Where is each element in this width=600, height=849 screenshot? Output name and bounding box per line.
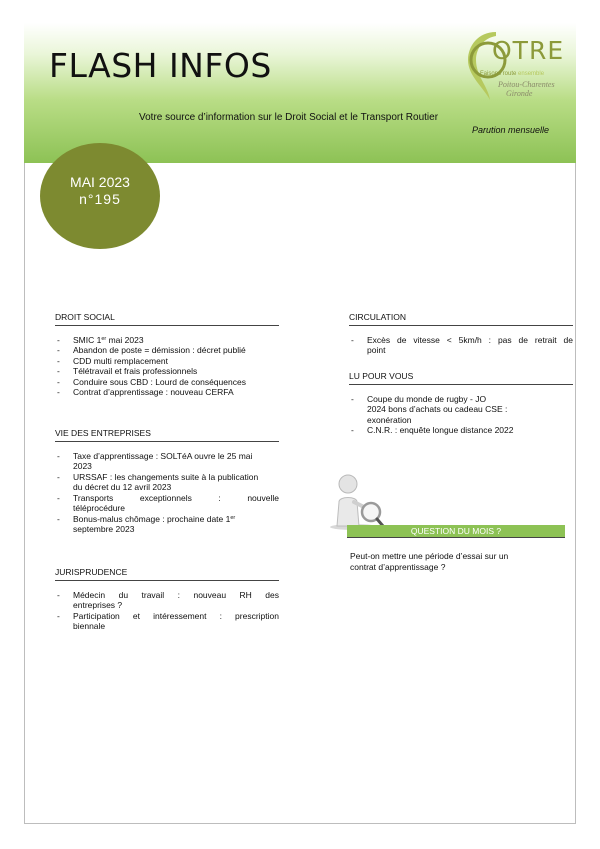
list-item: - C.N.R. : enquête longue distance 2022	[349, 425, 573, 436]
list-item: - Bonus-malus chômage : prochaine date 1er septembre 2023	[55, 514, 279, 535]
list-item: - Participation et intéressement : prescription biennale	[55, 611, 279, 632]
page-title: FLASH INFOS	[49, 46, 272, 85]
section-droit-social	[55, 312, 279, 398]
section-heading: CIRCULATION	[349, 312, 573, 326]
issue-number: n°195	[79, 191, 121, 207]
list-item: - Abandon de poste = démission : décret publié	[55, 345, 279, 356]
section-jurisprudence	[55, 567, 279, 632]
section-heading: VIE DES ENTREPRISES	[55, 428, 279, 442]
page-subtitle: Votre source d’information sur le Droit Social et le Transport Routier	[139, 112, 439, 123]
list-item: - Médecin du travail : nouveau RH des entreprises ?	[55, 590, 279, 611]
parution-note: Parution mensuelle	[472, 125, 550, 135]
list-item: - Excès de vitesse < 5km/h : pas de retrait de point	[349, 335, 573, 356]
section-lu-pour-vous	[349, 371, 573, 436]
issue-month: MAI 2023	[70, 174, 130, 190]
issue-badge	[40, 143, 160, 249]
list-item: - Télétravail et frais professionnels	[55, 366, 279, 377]
section-circulation	[349, 312, 573, 356]
section-heading: JURISPRUDENCE	[55, 567, 279, 581]
list-item: - Transports exceptionnels : nouvelle téléprocédure	[55, 493, 279, 514]
section-heading: DROIT SOCIAL	[55, 312, 279, 326]
list-item: - Contrat d’apprentissage : nouveau CERFA	[55, 387, 279, 398]
list-item: - URSSAF : les changements suite à la publication du décret du 12 avril 2023	[55, 472, 279, 493]
question-heading: QUESTION DU MOIS ?	[347, 525, 565, 537]
list-item: - Conduire sous CBD : Lourd de conséquences	[55, 377, 279, 388]
magnifying-glass-figure-icon	[324, 472, 386, 530]
section-vie-entreprises	[55, 428, 279, 535]
logo-region: Poitou-Charentes Gironde	[498, 80, 555, 98]
logo-wordmark: OTRE	[492, 36, 565, 65]
list-item: - SMIC 1er mai 2023	[55, 335, 279, 346]
logo-tagline: Faisons route ensemble	[480, 71, 545, 77]
question-text: Peut-on mettre une période d’essai sur un contrat d’apprentissage ?	[350, 551, 509, 572]
section-heading: LU POUR VOUS	[349, 371, 573, 385]
question-divider	[347, 537, 565, 538]
list-item: - Taxe d’apprentissage : SOLTéA ouvre le 25 mai 2023	[55, 451, 279, 472]
list-item: - CDD multi remplacement	[55, 356, 279, 367]
list-item: - Coupe du monde de rugby - JO 2024 bons d’achats ou cadeau CSE : exonération	[349, 394, 573, 426]
